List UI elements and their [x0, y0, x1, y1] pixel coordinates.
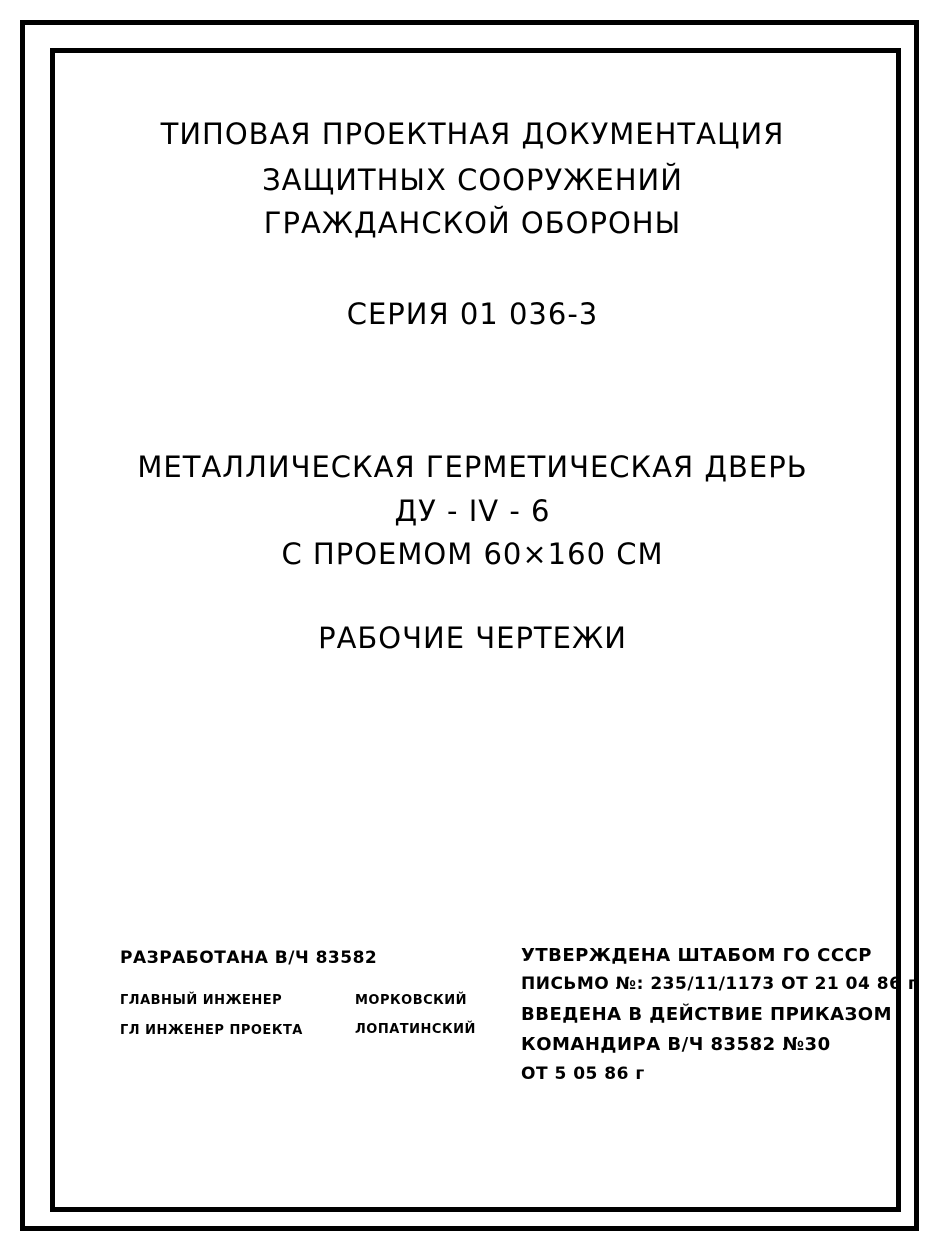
chief-engineer-title: ГЛАВНЫЙ ИНЖЕНЕР	[120, 993, 283, 1008]
project-engineer-name: ЛОПАТИНСКИЙ	[355, 1022, 476, 1037]
header-line-3: ГРАЖДАНСКОЙ ОБОРОНЫ	[263, 206, 682, 240]
header-line-1: ТИПОВАЯ ПРОЕКТНАЯ ДОКУМЕНТАЦИЯ	[160, 117, 785, 151]
approval-line-4: КОМАНДИРА В/Ч 83582 №30	[521, 1034, 831, 1055]
project-engineer-title: ГЛ ИНЖЕНЕР ПРОЕКТА	[120, 1023, 303, 1038]
header-line-2: ЗАЩИТНЫХ СООРУЖЕНИЙ	[262, 163, 683, 197]
approval-line-3: ВВЕДЕНА В ДЕЙСТВИЕ ПРИКАЗОМ	[521, 1004, 893, 1025]
developer-label: РАЗРАБОТАНА В/Ч 83582	[120, 948, 378, 968]
series-number: СЕРИЯ 01 036-3	[346, 297, 599, 331]
product-line-1: МЕТАЛЛИЧЕСКАЯ ГЕРМЕТИЧЕСКАЯ ДВЕРЬ	[137, 450, 808, 484]
product-line-3: С ПРОЕМОМ 60×160 СМ	[281, 537, 664, 571]
drawings-title: РАБОЧИЕ ЧЕРТЕЖИ	[318, 621, 627, 655]
chief-engineer-name: МОРКОВСКИЙ	[355, 993, 468, 1008]
product-line-2: ДУ - IV - 6	[394, 494, 551, 528]
approval-line-2: ПИСЬМО №: 235/11/1173 ОТ 21 04 86 г	[521, 974, 918, 994]
approval-line-5: ОТ 5 05 86 г	[521, 1064, 645, 1084]
approval-line-1: УТВЕРЖДЕНА ШТАБОМ ГО СССР	[521, 945, 872, 966]
